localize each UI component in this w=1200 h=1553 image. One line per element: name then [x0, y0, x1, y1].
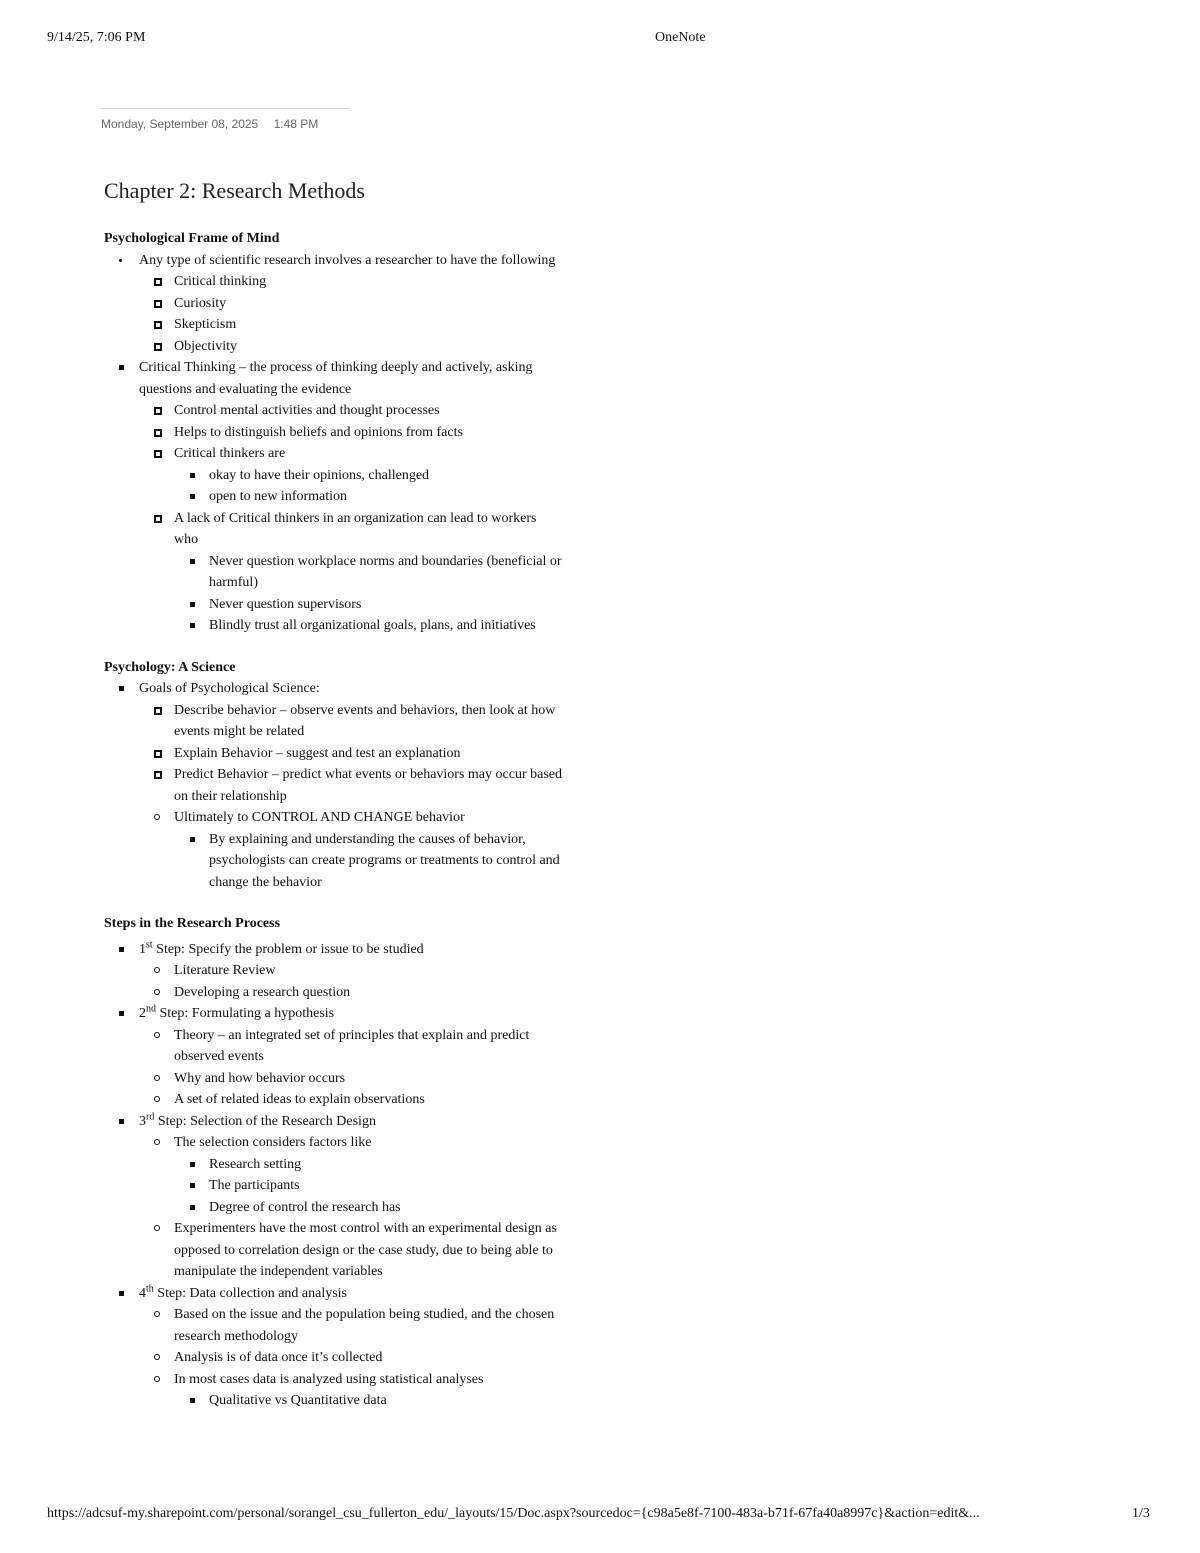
list-item: Describe behavior – observe events and behaviors, then look at how events might be related: [104, 700, 564, 743]
bullet-hollow-square-icon: [154, 515, 162, 523]
bullet-circle-icon: [154, 1354, 160, 1360]
list-item: Blindly trust all organizational goals, plans, and initiatives: [104, 615, 564, 637]
list-item: Developing a research question: [104, 982, 564, 1004]
bullet-circle-icon: [154, 1075, 160, 1081]
bullet-circle-icon: [154, 967, 160, 973]
list-item: 3rd Step: Selection of the Research Design: [104, 1111, 564, 1133]
bullet-circle-icon: [154, 1139, 160, 1145]
bullet-square-icon: [190, 837, 195, 842]
bullet-square-icon: [119, 365, 124, 370]
list-item: Skepticism: [104, 314, 564, 336]
bullet-square-icon: [190, 473, 195, 478]
list-item: Objectivity: [104, 336, 564, 358]
bullet-hollow-square-icon: [154, 429, 162, 437]
steps-list: [104, 939, 564, 1412]
list-item: Explain Behavior – suggest and test an explanation: [104, 743, 564, 765]
bullet-circle-icon: [154, 1096, 160, 1102]
print-app-name: OneNote: [655, 30, 706, 45]
list-item: In most cases data is analyzed using statistical analyses: [104, 1369, 564, 1391]
section-heading-science: Psychology: A Science: [104, 659, 236, 675]
bullet-square-icon: [190, 1398, 195, 1403]
bullet-square-icon: [190, 559, 195, 564]
list-item: The participants: [104, 1175, 564, 1197]
print-footer-url: https://adcsuf-my.sharepoint.com/personal/sorangel_csu_fullerton_edu/_layouts/15/Doc.aspx?sourcedoc={c98a5e8f-7100-483a-b71f-67fa40a8997c}&action=edit&...: [47, 1506, 980, 1521]
list-item: Degree of control the research has: [104, 1197, 564, 1219]
list-item: Theory – an integrated set of principles that explain and predict observed events: [104, 1025, 564, 1068]
bullet-square-icon: [119, 686, 124, 691]
bullet-square-icon: [119, 1291, 124, 1296]
list-item: okay to have their opinions, challenged: [104, 465, 564, 487]
meta-divider: [101, 108, 350, 109]
bullet-square-icon: [190, 494, 195, 499]
note-meta: [101, 117, 318, 131]
list-item: 2nd Step: Formulating a hypothesis: [104, 1003, 564, 1025]
bullet-square-icon: [190, 602, 195, 607]
list-item: Literature Review: [104, 960, 564, 982]
list-item: Critical thinkers are: [104, 443, 564, 465]
list-item: Based on the issue and the population being studied, and the chosen research methodology: [104, 1304, 564, 1347]
bullet-hollow-square-icon: [154, 300, 162, 308]
section-heading-frame: Psychological Frame of Mind: [104, 231, 280, 246]
list-item: Never question supervisors: [104, 594, 564, 616]
note-time: 1:48 PM: [273, 117, 319, 131]
list-item: A set of related ideas to explain observations: [104, 1089, 564, 1111]
page-title: Chapter 2: Research Methods: [104, 178, 365, 203]
section-heading-steps: Steps in the Research Process: [104, 916, 281, 931]
bullet-hollow-square-icon: [154, 343, 162, 351]
bullet-hollow-square-icon: [154, 771, 162, 779]
list-item: A lack of Critical thinkers in an organization can lead to workers who: [104, 508, 564, 551]
bullet-square-icon: [119, 1119, 124, 1124]
bullet-square-icon: [119, 1011, 124, 1016]
bullet-hollow-square-icon: [154, 321, 162, 329]
list-item: Qualitative vs Quantitative data: [104, 1390, 564, 1412]
bullet-dot-icon: [119, 259, 122, 262]
bullet-circle-icon: [154, 989, 160, 995]
list-item: Analysis is of data once it’s collected: [104, 1347, 564, 1369]
list-item: Ultimately to CONTROL AND CHANGE behavior: [104, 807, 564, 829]
list-item: Goals of Psychological Science:: [104, 678, 564, 700]
note-date: Monday, September 08, 2025: [101, 117, 259, 131]
list-item: Critical thinking: [104, 271, 564, 293]
print-datetime: 9/14/25, 7:06 PM: [47, 30, 146, 45]
frame-list: [104, 250, 564, 637]
list-item: Helps to distinguish beliefs and opinions from facts: [104, 422, 564, 444]
list-item: By explaining and understanding the causes of behavior, psychologists can create programs or treatments to control and change the behavior: [104, 829, 564, 894]
bullet-square-icon: [119, 947, 124, 952]
list-item: Predict Behavior – predict what events or behaviors may occur based on their relationship: [104, 764, 564, 807]
list-item: 1st Step: Specify the problem or issue to be studied: [104, 939, 564, 961]
list-item: Curiosity: [104, 293, 564, 315]
bullet-hollow-square-icon: [154, 750, 162, 758]
list-item: Why and how behavior occurs: [104, 1068, 564, 1090]
list-item: Any type of scientific research involves a researcher to have the following: [104, 250, 564, 272]
bullet-square-icon: [190, 1162, 195, 1167]
bullet-circle-icon: [154, 1376, 160, 1382]
list-item: The selection considers factors like: [104, 1132, 564, 1154]
print-page-number: 1/3: [1132, 1506, 1150, 1521]
list-item: 4th Step: Data collection and analysis: [104, 1283, 564, 1305]
bullet-hollow-square-icon: [154, 278, 162, 286]
bullet-circle-icon: [154, 1311, 160, 1317]
list-item: Never question workplace norms and boundaries (beneficial or harmful): [104, 551, 564, 594]
bullet-circle-icon: [154, 1225, 160, 1231]
bullet-hollow-square-icon: [154, 707, 162, 715]
bullet-hollow-square-icon: [154, 450, 162, 458]
note-body: [104, 228, 564, 1412]
science-list: [104, 678, 564, 893]
list-item: Critical Thinking – the process of thinking deeply and actively, asking questions and evaluating the evidence: [104, 357, 564, 400]
bullet-hollow-square-icon: [154, 407, 162, 415]
list-item: Experimenters have the most control with an experimental design as opposed to correlation design or the case study, due to being able to manipulate the independent variables: [104, 1218, 564, 1283]
bullet-square-icon: [190, 623, 195, 628]
list-item: Research setting: [104, 1154, 564, 1176]
bullet-square-icon: [190, 1183, 195, 1188]
list-item: Control mental activities and thought processes: [104, 400, 564, 422]
bullet-square-icon: [190, 1205, 195, 1210]
bullet-circle-icon: [154, 1032, 160, 1038]
list-item: open to new information: [104, 486, 564, 508]
bullet-circle-icon: [154, 814, 160, 820]
